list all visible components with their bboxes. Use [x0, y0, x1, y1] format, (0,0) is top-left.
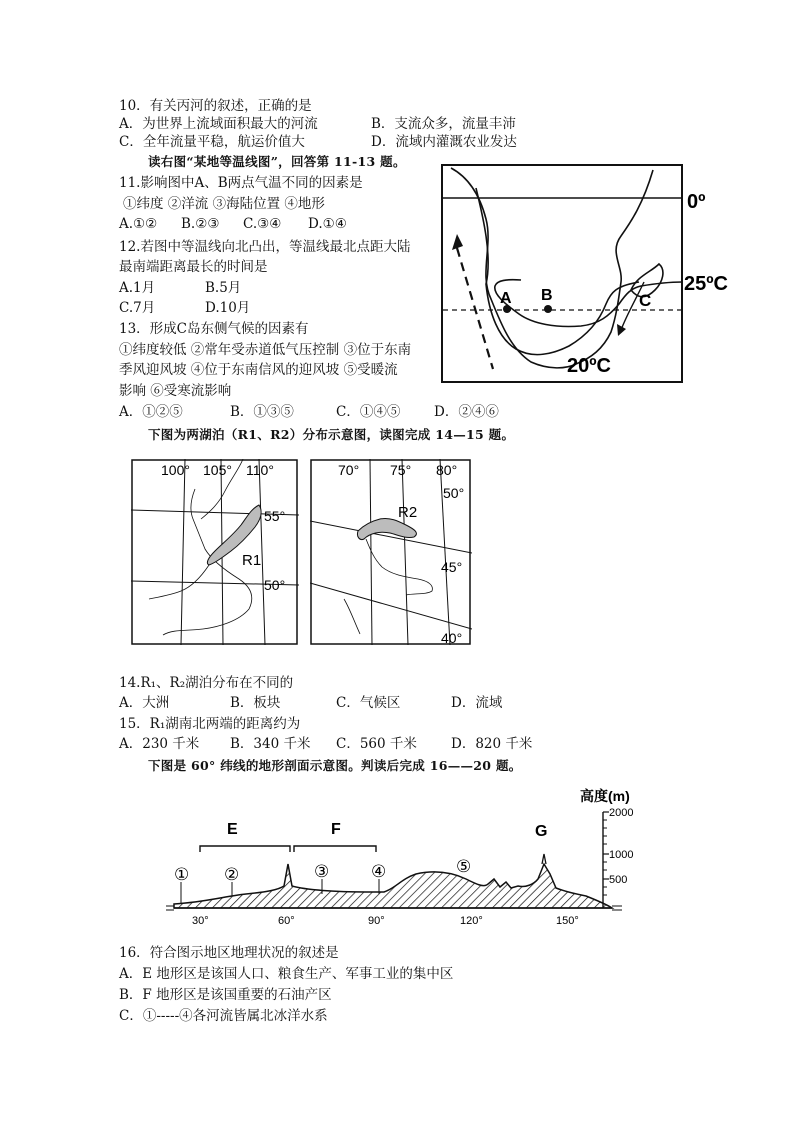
lon-label-70: 70°: [338, 462, 360, 478]
lat-label-50: 50°: [264, 577, 286, 593]
q13-option-c: C．①④⑤: [336, 404, 401, 420]
q10-option-c: C．全年流量平稳，航运价值大: [119, 134, 305, 150]
q16-stem: 16．符合图示地区地理状况的叙述是: [119, 945, 339, 961]
q14-stem: 14.R₁、R₂湖泊分布在不同的: [119, 675, 294, 691]
q13-option-d: D．②④⑥: [434, 404, 499, 420]
q10-option-d: D．流域内灌溉农业发达: [371, 134, 517, 150]
lon-label-75: 75°: [390, 462, 412, 478]
lat-label-55: 55°: [264, 508, 286, 524]
q11-option-a: A.①②: [119, 216, 158, 232]
q13-stem: 13．形成C岛东侧气候的因素有: [119, 321, 309, 337]
q14-option-b: B．板块: [230, 695, 281, 711]
brace-f: [294, 846, 376, 852]
x-label-30: 30°: [192, 915, 209, 927]
q14-option-a: A．大洲: [119, 695, 170, 711]
label-25c: 25ºC: [684, 273, 728, 295]
x-label-120: 120°: [460, 915, 483, 927]
q10-stem: 10．有关丙河的叙述，正确的是: [119, 98, 312, 114]
q10-option-b: B．支流众多，流量丰沛: [371, 116, 516, 132]
label-20c: 20ºC: [567, 355, 611, 377]
q13-choice-line1: ①纬度较低 ②常年受赤道低气压控制 ③位于东南: [119, 342, 412, 358]
region-g: G: [535, 823, 548, 840]
point-1: ①: [174, 865, 190, 884]
lon-label-110: 110°: [246, 462, 274, 478]
q10-option-a: A．为世界上流域面积最大的河流: [119, 116, 318, 132]
label-zero-degree: 0º: [687, 191, 706, 213]
q15-option-d: D．820 千米: [451, 736, 533, 752]
q12-option-d: D.10月: [205, 300, 251, 316]
y-axis-title: 高度(m): [580, 788, 630, 804]
isotherm-map: [441, 164, 739, 384]
lat-label-40: 40°: [441, 630, 463, 645]
intro-11-13: 读右图“某地等温线图”，回答第 11-13 题。: [148, 154, 406, 169]
region-e: E: [227, 821, 238, 838]
point-b: [544, 305, 552, 313]
lon-label-80: 80°: [436, 462, 458, 478]
q12-option-c: C.7月: [119, 300, 156, 316]
x-label-90: 90°: [368, 915, 385, 927]
intro-14-15: 下图为两湖泊（R1、R2）分布示意图，读图完成 14—15 题。: [148, 427, 515, 442]
lon-label-100: 100°: [161, 462, 190, 478]
q16-option-b: B．F 地形区是该国重要的石油产区: [119, 987, 332, 1003]
q13-choice-line3: 影响 ⑥受寒流影响: [119, 383, 232, 399]
label-a: A: [500, 290, 512, 307]
peak-g: [542, 854, 546, 864]
q15-option-a: A．230 千米: [119, 736, 200, 752]
point-2: ②: [224, 865, 240, 884]
q13-choice-line2: 季风迎风坡 ④位于东南信风的迎风坡 ⑤受暖流: [119, 362, 398, 378]
q11-option-d: D.①④: [308, 216, 347, 232]
lat-label-45: 45°: [441, 559, 463, 575]
q15-stem: 15．R₁湖南北两端的距离约为: [119, 716, 301, 732]
point-4: ④: [371, 862, 387, 881]
label-b: B: [541, 287, 553, 304]
region-f: F: [331, 821, 341, 838]
profile-terrain: [174, 864, 612, 908]
lon-label-105: 105°: [203, 462, 232, 478]
q12-option-a: A.1月: [119, 280, 156, 296]
label-c: C: [639, 291, 652, 310]
y-label-1000: 1000: [609, 849, 634, 861]
x-label-60: 60°: [278, 915, 295, 927]
x-label-150: 150°: [556, 915, 579, 927]
q13-option-b: B．①③⑤: [230, 404, 294, 420]
lake-map-r1: [131, 459, 299, 645]
brace-e: [200, 846, 290, 852]
lat-label-50-east: 50°: [443, 485, 465, 501]
q12-stem-line2: 最南端距离最长的时间是: [119, 259, 268, 275]
q11-option-b: B.②③: [181, 216, 220, 232]
q11-factors: ①纬度 ②洋流 ③海陆位置 ④地形: [123, 196, 325, 212]
q11-stem: 11.影响图中A、B两点气温不同的因素是: [119, 175, 363, 191]
q16-option-a: A．E 地形区是该国人口、粮食生产、军事工业的集中区: [119, 966, 454, 982]
lake-r2-label: R2: [398, 504, 418, 521]
lake-r1-label: R1: [242, 552, 262, 569]
lake-map-r2: [310, 459, 472, 645]
y-label-500: 500: [609, 874, 628, 886]
q11-option-c: C.③④: [243, 216, 282, 232]
q13-option-a: A．①②⑤: [119, 404, 183, 420]
q15-option-c: C．560 千米: [336, 736, 417, 752]
y-label-2000: 2000: [609, 807, 634, 819]
terrain-profile: [166, 784, 642, 932]
q15-option-b: B．340 千米: [230, 736, 311, 752]
q14-option-d: D．流域: [451, 695, 503, 711]
point-3: ③: [314, 862, 330, 881]
q12-stem-line1: 12.若图中等温线向北凸出，等温线最北点距大陆: [119, 239, 411, 255]
q12-option-b: B.5月: [205, 280, 242, 296]
q14-option-c: C．气候区: [336, 695, 401, 711]
point-5: ⑤: [456, 857, 472, 876]
q16-option-c: C．①-----④各河流皆属北冰洋水系: [119, 1008, 328, 1024]
intro-16-20: 下图是 60° 纬线的地形剖面示意图。判读后完成 16——20 题。: [148, 758, 522, 773]
